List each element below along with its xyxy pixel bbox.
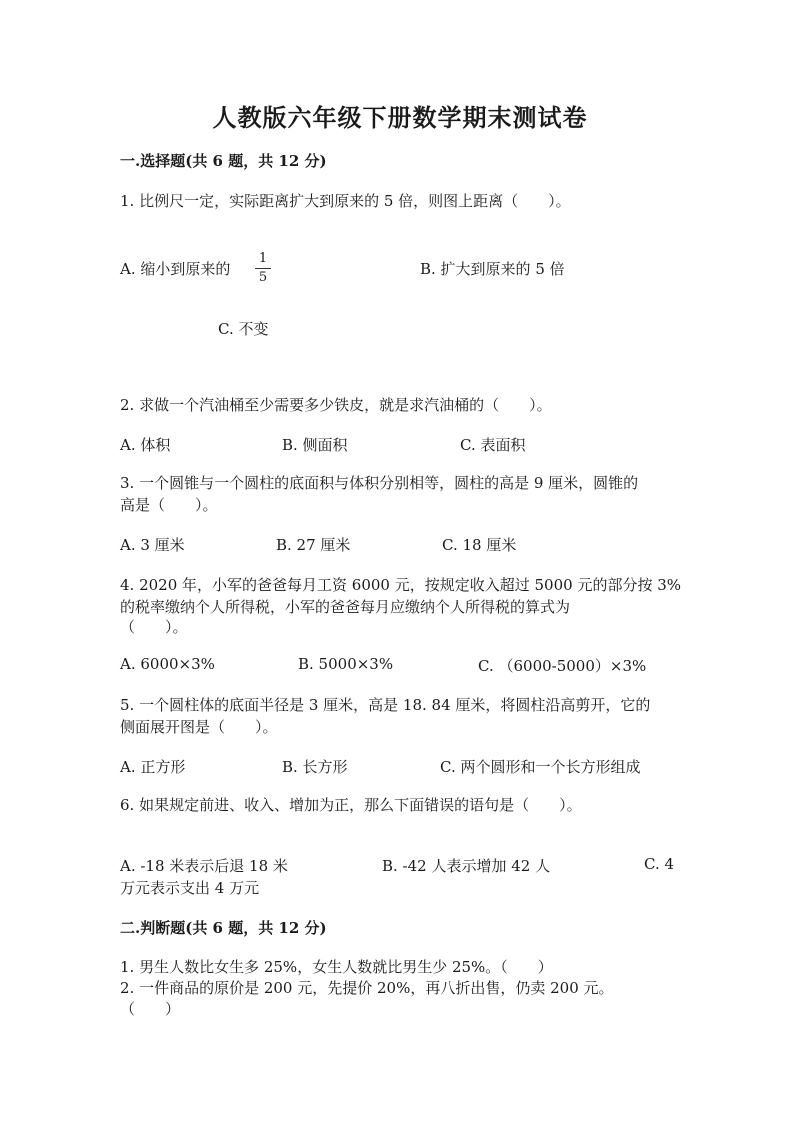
section-heading-choice: 一.选择题(共 6 题，共 12 分) [120, 152, 327, 170]
question-4-option-c: C. （6000-5000）×3% [478, 657, 647, 675]
question-4-option-b: B. 5000×3% [298, 655, 394, 673]
question-6-option-b: B. -42 人表示增加 42 人 [382, 857, 551, 875]
question-5-option-c: C. 两个圆形和一个长方形组成 [440, 758, 641, 776]
question-3-option-b: B. 27 厘米 [276, 536, 351, 554]
fraction-denominator: 5 [258, 270, 268, 285]
question-4-stem-line3: （ ）。 [120, 618, 188, 636]
question-1-option-c: C. 不变 [218, 320, 269, 338]
question-2-option-b: B. 侧面积 [282, 436, 348, 454]
question-2-option-c: C. 表面积 [460, 436, 526, 454]
section-heading-judgement: 二.判断题(共 6 题，共 12 分) [120, 919, 327, 937]
question-5-stem-line1: 5. 一个圆柱体的底面半径是 3 厘米，高是 18. 84 厘米，将圆柱沿高剪开，它的 [120, 696, 651, 714]
question-6-stem: 6. 如果规定前进、收入、增加为正，那么下面错误的语句是（ ）。 [120, 796, 582, 814]
question-6-option-c-continued: 万元表示支出 4 万元 [120, 879, 260, 897]
question-3-stem-line2: 高是（ ）。 [120, 496, 218, 514]
judgement-1-stem: 1. 男生人数比女生多 25%，女生人数就比男生少 25%。（ ） [120, 958, 553, 976]
fraction-bar [255, 268, 271, 269]
question-4-stem-line2: 的税率缴纳个人所得税，小军的爸爸每月应缴纳个人所得税的算式为 [120, 598, 571, 616]
judgement-2-stem-line1: 2. 一件商品的原价是 200 元，先提价 20%，再八折出售，仍卖 200 元。 [120, 979, 614, 997]
question-6-option-c: C. 4 [644, 855, 675, 873]
fraction-one-fifth [255, 251, 271, 286]
question-4-option-a: A. 6000×3% [120, 655, 215, 673]
question-3-option-a: A. 3 厘米 [120, 536, 185, 554]
question-4-stem-line1: 4. 2020 年，小军的爸爸每月工资 6000 元，按规定收入超过 5000 元的部分按 3% [120, 576, 682, 594]
question-2-stem: 2. 求做一个汽油桶至少需要多少铁皮，就是求汽油桶的（ ）。 [120, 396, 552, 414]
question-1-stem: 1. 比例尺一定，实际距离扩大到原来的 5 倍，则图上距离（ ）。 [120, 192, 571, 210]
page-title: 人教版六年级下册数学期末测试卷 [212, 103, 588, 132]
question-6-option-a: A. -18 米表示后退 18 米 [120, 857, 288, 875]
question-5-option-b: B. 长方形 [282, 758, 348, 776]
question-1-option-b: B. 扩大到原来的 5 倍 [420, 260, 565, 278]
question-3-option-c: C. 18 厘米 [442, 536, 517, 554]
question-3-stem-line1: 3. 一个圆锥与一个圆柱的底面积与体积分别相等，圆柱的高是 9 厘米，圆锥的 [120, 474, 639, 492]
judgement-2-stem-line2: （ ） [120, 1000, 181, 1018]
fraction-numerator: 1 [258, 251, 268, 266]
question-2-option-a: A. 体积 [120, 436, 171, 454]
question-5-option-a: A. 正方形 [120, 758, 186, 776]
question-1-option-a: A. 缩小到原来的 [120, 260, 231, 278]
question-5-stem-line2: 侧面展开图是（ ）。 [120, 718, 278, 736]
